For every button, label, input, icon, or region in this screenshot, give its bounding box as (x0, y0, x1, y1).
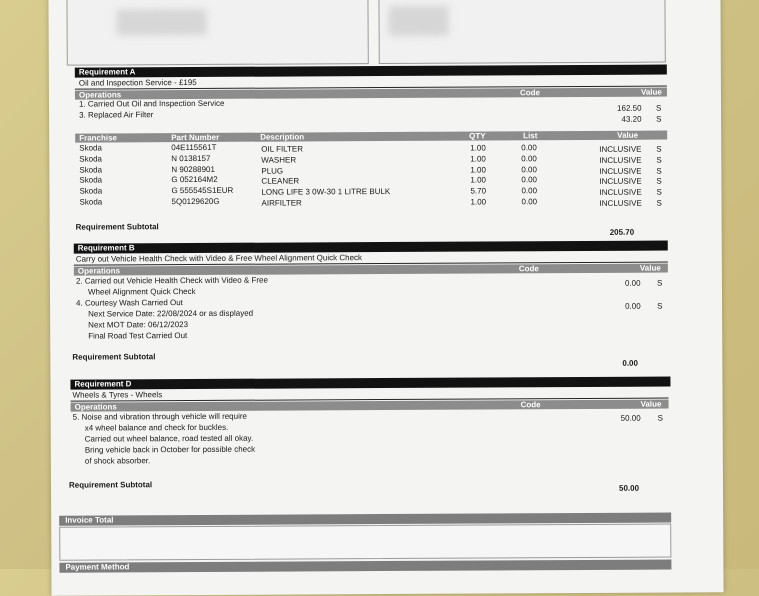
operations-label: Operations (74, 402, 117, 412)
qty-header: QTY (469, 131, 486, 141)
status-flag: S (656, 187, 662, 197)
table-cell: Skoda (79, 165, 103, 175)
requirement-a-subtotal-label: Requirement Subtotal (75, 222, 159, 232)
operations-label: Operations (77, 266, 121, 276)
status-flag: S (656, 144, 662, 154)
operation-line: Next Service Date: 22/08/2024 or as displayed (88, 308, 254, 319)
table-cell: Skoda (79, 197, 103, 207)
table-cell: 1.00 (470, 154, 486, 164)
requirement-a-subtotal-value: 205.70 (609, 227, 635, 237)
operation-line: Bring vehicle back in October for possible check (84, 444, 256, 455)
table-cell: LONG LIFE 3 0W-30 1 LITRE BULK (261, 187, 391, 197)
code-label: Code (520, 400, 541, 410)
requirement-b-header: Requirement B (74, 241, 668, 254)
table-cell: 0.00 (521, 164, 537, 174)
table-cell: INCLUSIVE (599, 155, 642, 165)
parts-value-column (599, 145, 642, 210)
operations-label: Operations (78, 90, 122, 100)
table-cell: 1.00 (470, 165, 486, 175)
value-header: Value (617, 130, 639, 140)
table-cell: Skoda (79, 186, 103, 196)
operation-line: 3. Replaced Air Filter (79, 110, 154, 120)
table-cell: Skoda (79, 175, 103, 185)
table-cell: 0.00 (521, 186, 538, 196)
requirement-a-header: Requirement A (75, 65, 667, 78)
operation-value: 0.00 (625, 301, 641, 311)
table-cell: 0.00 (521, 175, 538, 185)
status-flag: S (656, 103, 662, 113)
payment-method-bar (59, 560, 671, 573)
code-label: Code (518, 264, 539, 274)
table-cell: 0.00 (521, 143, 537, 153)
operation-line: of shock absorber. (84, 456, 151, 466)
status-flag: S (657, 301, 663, 311)
requirement-d-title: Wheels & Tyres - Wheels (72, 390, 163, 400)
table-cell: N 0138157 (171, 153, 211, 163)
table-cell: 5Q0129620G (171, 196, 220, 207)
table-cell: Skoda (79, 143, 102, 153)
table-cell: G 052164M2 (171, 175, 218, 185)
parts-qty-column (470, 143, 486, 208)
part-number-header: Part Number (171, 132, 220, 143)
operation-value: 0.00 (624, 278, 641, 288)
table-cell: PLUG (261, 166, 284, 176)
description-header: Description (260, 132, 305, 142)
table-cell: 0.00 (521, 154, 537, 164)
operation-line: 4. Courtesy Wash Carried Out (76, 298, 183, 308)
value-label: Value (640, 399, 662, 409)
table-cell: 1.00 (470, 143, 486, 153)
requirement-d-operations-bar (71, 400, 669, 412)
operation-line: 1. Carried Out Oil and Inspection Service (78, 98, 225, 109)
requirement-b-subtotal-label: Requirement Subtotal (72, 352, 156, 362)
table-cell: 04E115561T (171, 142, 217, 153)
parts-description-column (261, 144, 390, 209)
requirement-d-header: Requirement D (70, 377, 670, 390)
requirement-b-operations-bar (74, 264, 668, 276)
table-cell: INCLUSIVE (599, 177, 642, 187)
operation-line: Carried out wheel balance, road tested all okay. (84, 433, 254, 444)
operation-value: 162.50 (617, 103, 642, 113)
parts-flag-column (656, 145, 662, 210)
requirement-b-subtotal-value: 0.00 (622, 358, 638, 368)
operation-line: 5. Noise and vibration through vehicle will require (72, 411, 247, 422)
table-cell: WASHER (261, 155, 297, 165)
customer-address-box (66, 0, 368, 66)
table-cell: OIL FILTER (261, 144, 304, 154)
status-flag: S (656, 114, 662, 124)
status-flag: S (656, 176, 662, 186)
redacted-customer-info (117, 9, 207, 35)
status-flag: S (656, 278, 663, 288)
table-cell: CLEANER (261, 176, 300, 187)
invoice-total-box (59, 524, 671, 561)
table-cell: N 90288901 (171, 164, 215, 174)
parts-franchise-column (79, 143, 102, 208)
value-label: Value (639, 263, 661, 273)
table-cell: G 555545S1EUR (171, 185, 234, 196)
requirement-a-operations-bar (75, 88, 667, 100)
requirement-d-subtotal-value: 50.00 (618, 483, 640, 493)
parts-number-column (171, 143, 233, 208)
status-flag: S (656, 198, 662, 208)
operation-line: Wheel Alignment Quick Check (87, 286, 196, 297)
operation-value: 43.20 (621, 114, 642, 124)
list-header: List (523, 131, 538, 141)
table-cell: INCLUSIVE (599, 144, 642, 154)
requirement-a-operation-values (617, 104, 642, 126)
requirement-d-subtotal-label: Requirement Subtotal (68, 480, 153, 490)
table-cell: INCLUSIVE (599, 166, 642, 176)
operation-line: 2. Carried out Vehicle Health Check with Video & Free (75, 275, 268, 286)
status-flag: S (656, 155, 662, 165)
table-cell: INCLUSIVE (599, 187, 642, 198)
requirement-a-operations (79, 99, 225, 121)
table-cell: AIRFILTER (261, 198, 302, 208)
code-label: Code (519, 88, 540, 98)
operation-line: Final Road Test Carried Out (88, 331, 188, 341)
requirement-b-title: Carry out Vehicle Health Check with Video & Free Wheel Alignment Quick Check (75, 253, 363, 264)
status-flag: S (657, 413, 664, 423)
requirement-a-title: Oil and Inspection Service - £195 (78, 77, 197, 88)
status-flag: S (656, 166, 662, 176)
table-cell: 5.70 (470, 186, 487, 196)
operation-value: 50.00 (620, 413, 641, 423)
parts-list-column (521, 143, 537, 208)
invoice-page (48, 0, 723, 596)
redacted-vehicle-info (388, 6, 448, 36)
invoice-total-label: Invoice Total (65, 515, 114, 525)
payment-method-label: Payment Method (65, 562, 130, 572)
table-cell: 1.00 (470, 175, 487, 185)
operation-line: Next MOT Date: 06/12/2023 (88, 320, 189, 330)
parts-table-header (75, 131, 667, 143)
value-label: Value (640, 87, 662, 97)
requirement-a-operation-flags (656, 104, 661, 126)
table-cell: INCLUSIVE (599, 198, 642, 208)
table-cell: 1.00 (470, 197, 487, 207)
table-cell: 0.00 (521, 197, 538, 207)
table-cell: Skoda (79, 154, 102, 164)
operation-line: x4 wheel balance and check for buckles. (84, 422, 229, 433)
franchise-header: Franchise (79, 133, 117, 143)
